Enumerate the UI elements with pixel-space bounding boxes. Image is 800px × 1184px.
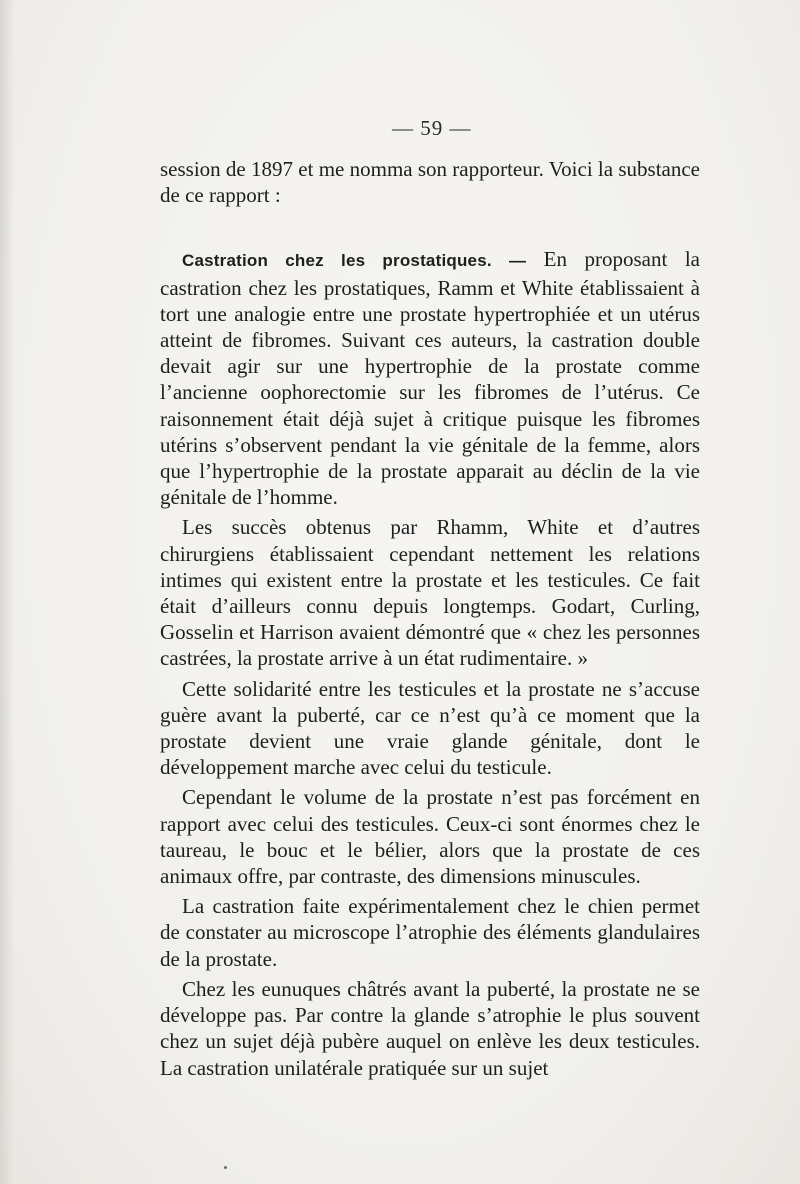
paragraph-solidarity: Cette solidarité entre les testicules et la prostate ne s’accuse guère avant la puberté, car ce n’est qu’à ce moment que la prostate devient une vraie glande génitale, dont le développement marche avec celui du testicule. (160, 676, 700, 780)
paragraph-volume: Cependant le volume de la prostate n’est pas forcément en rapport avec celui des testicules. Ceux-ci sont énormes chez le taureau, le bouc et le bélier, alors que la prostate de ces animaux offre, par contraste, des dimensions minuscules. (160, 785, 700, 889)
body-text (160, 156, 700, 1081)
paragraph-eunuchs: Chez les eunuques châtrés avant la puberté, la prostate ne se développe pas. Par contre la glande s’atrophie le plus souvent chez un sujet déjà pubère auquel on enlève les deux testicules. La castration unilatérale pratiquée sur un sujet (160, 976, 700, 1080)
section-heading: Castration chez les prostatiques. — (182, 251, 527, 271)
paper-speck (224, 1166, 227, 1169)
paragraph-experimental: La castration faite expérimentalement chez le chien permet de constater au microscope l’atrophie des éléments glandulaires de la prostate. (160, 894, 700, 971)
paragraph-continuation: session de 1897 et me nomma son rapporteur. Voici la substance de ce rapport : (160, 157, 700, 208)
page-edge-shadow (0, 0, 14, 1184)
paragraph-success: Les succès obtenus par Rhamm, White et d’autres chirurgiens établissaient cependant nettement les relations intimes qui existent entre la prostate et les testicules. Ce fait était d’ailleurs connu depuis longtemps. Godart, Curling, Gosselin et Harrison avaient démontré que « chez les personnes castrées, la prostate arrive à un état rudimentaire. » (160, 515, 700, 671)
paragraph-castration-section (160, 246, 700, 510)
paragraph-text: En proposant la castration chez les prostatiques, Ramm et White établissaient à tort une analogie entre une prostate hypertrophiée et un utérus atteint de fibromes. Suivant ces auteurs, la castration double devait agir sur une hypertrophie de la prostate comme l’ancienne oophorectomie sur les fibromes de l’utérus. Ce raisonnement était déjà sujet à critique puisque les fibromes utérins s’observent pendant la vie génitale de la femme, alors que l’hypertrophie de la prostate apparait au déclin de la vie génitale de l’homme. (160, 247, 700, 510)
page-number: — 59 — (392, 116, 472, 140)
